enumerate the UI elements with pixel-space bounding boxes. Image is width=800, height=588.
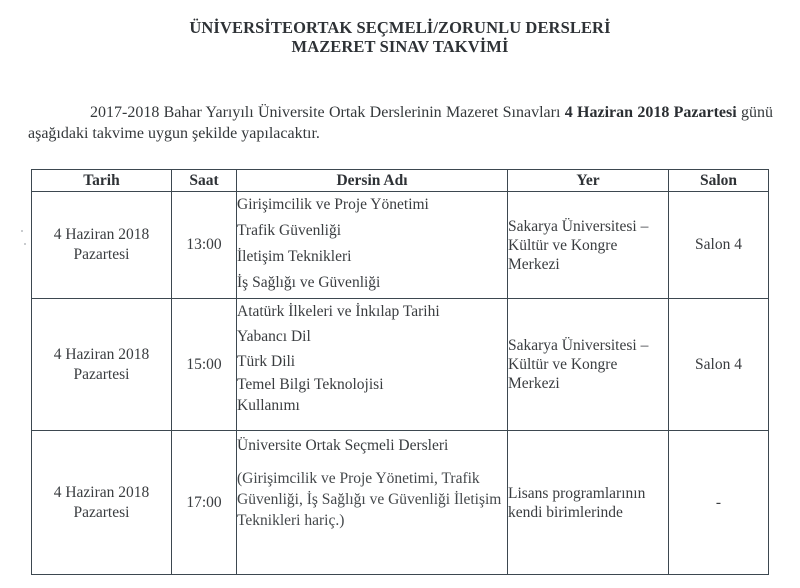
cell-tarih: [32, 299, 172, 431]
course-item: Girişimcilik ve Proje Yönetimi: [237, 196, 429, 213]
cell-salon: Salon 4: [669, 192, 769, 299]
cell-dersin-adi: [237, 299, 508, 431]
tarih-date: 4 Haziran 2018: [53, 226, 150, 243]
intro-text-before: 2017-2018 Bahar Yarıyılı Üniversite Ortak Derslerinin Mazeret Sınavları: [90, 104, 565, 121]
scan-speck: [24, 243, 26, 245]
cell-saat: 13:00: [172, 192, 237, 299]
cell-tarih: [32, 192, 172, 299]
cell-yer: Sakarya Üniversitesi – Kültür ve Kongre Merkezi: [508, 192, 669, 299]
cell-saat: 15:00: [172, 299, 237, 431]
header-saat: Saat: [172, 170, 237, 192]
cell-salon: -: [669, 431, 769, 575]
cell-saat: 17:00: [172, 431, 237, 575]
course-item: Trafik Güvenliği: [237, 222, 342, 239]
cell-dersin-adi: [237, 192, 508, 299]
header-dersin-adi: Dersin Adı: [237, 170, 508, 192]
header-tarih: Tarih: [32, 170, 172, 192]
intro-bold-date: 4 Haziran 2018 Pazartesi: [564, 104, 737, 121]
tarih-day: Pazartesi: [73, 503, 130, 521]
header-salon: Salon: [669, 170, 769, 192]
course-item: Temel Bilgi Teknolojisi Kullanımı: [237, 376, 384, 414]
course-exception-note: (Girişimcilik ve Proje Yönetimi, Trafik Güvenliği, İş Sağlığı ve Güvenliği İletişim Teknikleri hariç.): [237, 470, 502, 529]
table-header-row: [32, 170, 769, 192]
intro-text-after: günü aşağıdaki takvime uygun şekilde yapılacaktır.: [28, 104, 774, 142]
course-item: Türk Dili: [237, 353, 296, 370]
header-yer: Yer: [508, 170, 669, 192]
document-title-line1: ÜNİVERSİTEORTAK SEÇMELİ/ZORUNLU DERSLERİ: [189, 18, 611, 37]
table-row: [32, 299, 769, 431]
course-item: İş Sağlığı ve Güvenliği: [237, 274, 381, 291]
table-row: [32, 192, 769, 299]
course-item: Yabancı Dil: [237, 328, 311, 345]
tarih-day: Pazartesi: [73, 246, 130, 263]
cell-dersin-adi: [237, 431, 508, 575]
cell-tarih: [32, 431, 172, 575]
course-item: İletişim Teknikleri: [237, 248, 352, 265]
cell-salon: Salon 4: [669, 299, 769, 431]
tarih-date: 4 Haziran 2018: [53, 345, 150, 363]
exam-schedule-table: [31, 169, 769, 575]
cell-yer: Sakarya Üniversitesi – Kültür ve Kongre Merkezi: [508, 299, 669, 431]
scan-speck: [21, 230, 23, 232]
course-item: Atatürk İlkeleri ve İnkılap Tarihi: [237, 303, 440, 320]
tarih-day: Pazartesi: [73, 365, 130, 383]
cell-yer: Lisans programlarının kendi birimlerinde: [508, 431, 669, 575]
intro-paragraph: [28, 102, 773, 144]
table-row: [32, 431, 769, 575]
document-title-line2: MAZERET SINAV TAKVİMİ: [291, 37, 509, 56]
course-main: Üniversite Ortak Seçmeli Dersleri: [237, 437, 449, 454]
tarih-date: 4 Haziran 2018: [53, 483, 150, 501]
